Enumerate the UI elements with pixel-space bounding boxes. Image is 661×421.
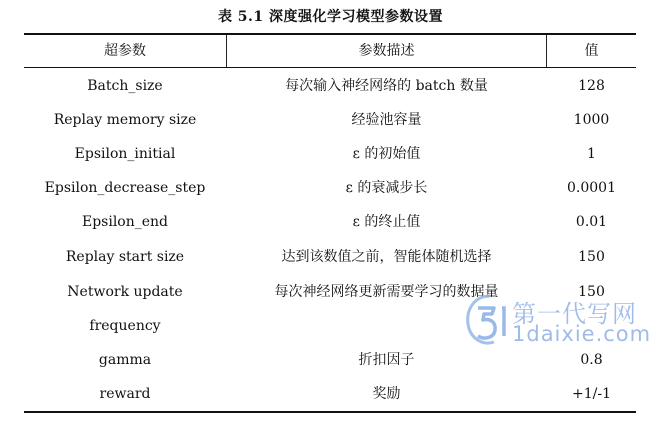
param-value: 0.01: [575, 214, 608, 230]
param-description: 每次神经网络更新需要学习的数据量: [274, 284, 499, 300]
table-row: [24, 171, 636, 205]
watermark-name: 第一代写网: [512, 300, 637, 328]
table-caption: 表 5.1 深度强化学习模型参数设置: [217, 9, 444, 25]
table-row: [24, 69, 636, 103]
param-name: Network update: [67, 284, 183, 300]
param-description: 每次输入神经网络的 batch 数量: [285, 78, 488, 94]
param-name: reward: [99, 386, 151, 402]
param-value: 150: [578, 284, 605, 300]
param-name: Epsilon_initial: [74, 146, 176, 162]
table-bottom-rule: [24, 411, 636, 413]
param-description: [227, 309, 546, 343]
table-row: [24, 137, 636, 171]
param-description: ε 的初始值: [352, 146, 421, 162]
table-row: [24, 343, 636, 377]
param-description: ε 的终止值: [352, 214, 421, 230]
table-row: [24, 240, 636, 274]
param-description: ε 的衰减步长: [345, 180, 428, 196]
param-value: 150: [578, 249, 605, 265]
header-description: 参数描述: [358, 43, 415, 59]
param-description: 奖励: [372, 386, 401, 402]
param-description: 经验池容量: [351, 112, 422, 128]
param-description: 折扣因子: [358, 352, 415, 368]
param-name: Epsilon_decrease_step: [44, 180, 206, 196]
table-row: [24, 377, 636, 411]
watermark-domain: 1daixie.com: [512, 322, 652, 346]
param-value: 1000: [573, 112, 610, 128]
param-name: Replay start size: [65, 249, 185, 265]
table-row: [24, 205, 636, 239]
param-name: Epsilon_end: [81, 214, 169, 230]
param-name: Batch_size: [87, 78, 163, 94]
param-name: gamma: [98, 352, 152, 368]
param-description: 达到该数值之前，智能体随机选择: [281, 249, 492, 265]
param-value: 0.0001: [567, 180, 616, 196]
param-value: +1/-1: [572, 386, 611, 402]
param-value: [547, 309, 636, 343]
param-name: Replay memory size: [53, 112, 197, 128]
param-name: frequency: [89, 318, 161, 334]
param-value: 1: [587, 146, 596, 162]
header-hyperparameter: 超参数: [104, 43, 146, 59]
table-header-rule: [24, 67, 636, 68]
table-row: [24, 103, 636, 137]
table-row: [24, 309, 636, 343]
table-row: [24, 275, 636, 309]
header-value: 值: [584, 43, 599, 59]
param-value: 128: [578, 78, 605, 94]
param-value: 0.8: [580, 352, 603, 368]
